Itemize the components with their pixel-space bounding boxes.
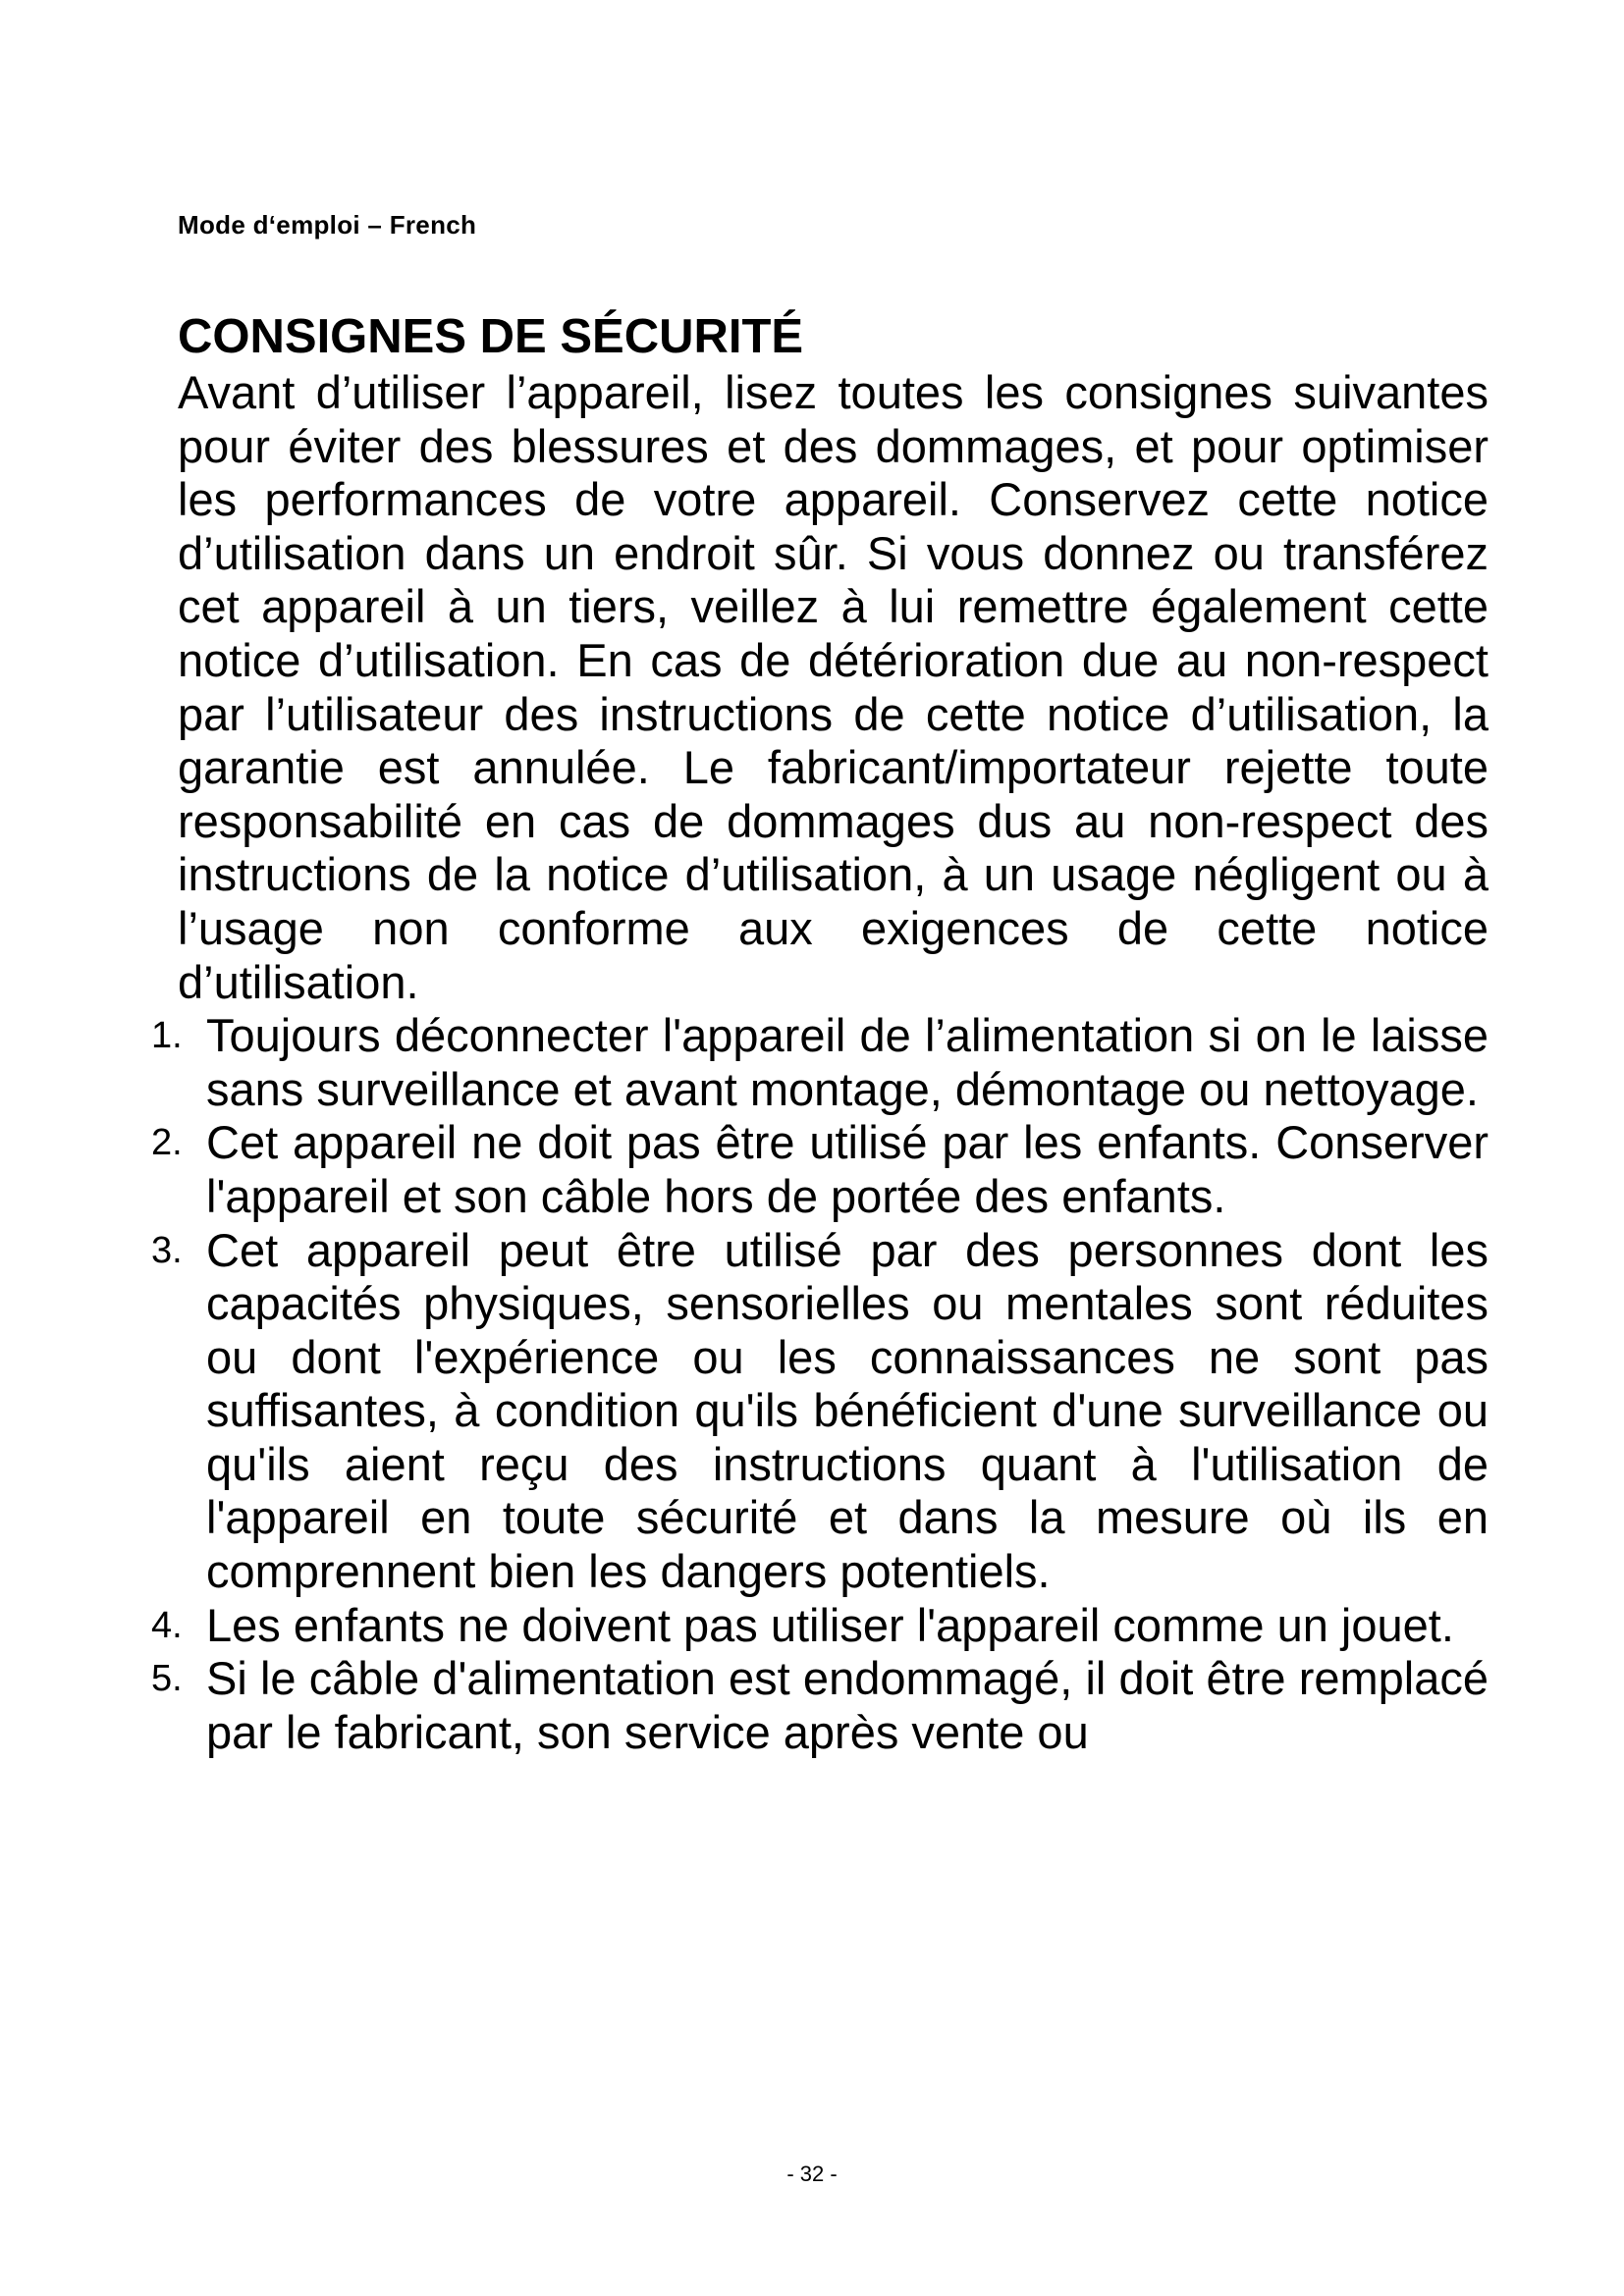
list-item-number: 3. xyxy=(151,1229,183,1271)
list-item-text: Cet appareil ne doit pas être utilisé par les enfants. Conserver l'appareil et son câble hors de portée des enfants. xyxy=(206,1116,1489,1222)
intro-paragraph: Avant d’utiliser l’appareil, lisez toutes les consignes suivantes pour éviter des blessures et des dommages, et pour optimiser les performances de votre appareil. Conservez cette notice d’utilisation dans un endroit sûr. Si vous donnez ou transférez cet appareil à un tiers, veillez à lui remettre également cette notice d’utilisation. En cas de détérioration due au non-respect par l’utilisateur des instructions de cette notice d’utilisation, la garantie est annulée. Le fabricant/importateur rejette toute responsabilité en cas de dommages dus au non-respect des instructions de la notice d’utilisation, à un usage négligent ou à l’usage non conforme aux exigences de cette notice d’utilisation. xyxy=(178,366,1489,1008)
list-item-text: Toujours déconnecter l'appareil de l’alimentation si on le laisse sans surveillance et avant montage, démontage ou nettoyage. xyxy=(206,1009,1489,1115)
list-item xyxy=(151,1598,1489,1653)
section-title: CONSIGNES DE SÉCURITÉ xyxy=(178,310,804,363)
list-item-number: 2. xyxy=(151,1122,183,1164)
list-item xyxy=(151,1009,1489,1116)
list-item-text: Les enfants ne doivent pas utiliser l'appareil comme un jouet. xyxy=(206,1598,1454,1651)
list-item xyxy=(151,1652,1489,1759)
page-header: Mode d‘emploi – French xyxy=(178,210,477,240)
list-item-number: 5. xyxy=(151,1658,183,1700)
list-item-number: 4. xyxy=(151,1604,183,1646)
list-item-number: 1. xyxy=(151,1015,183,1057)
safety-instructions-list xyxy=(151,1009,1489,1759)
page-number: - 32 - xyxy=(786,2162,838,2186)
document-body xyxy=(151,366,1489,1759)
list-item xyxy=(151,1223,1489,1599)
list-item-text: Cet appareil peut être utilisé par des personnes dont les capacités physiques, sensorielles ou mentales sont réduites ou dont l'expérience ou les connaissances ne sont pas suffisantes, à condition qu'ils bénéficient d'une surveillance ou qu'ils aient reçu des instructions quant à l'utilisation de l'appareil en toute sécurité et dans la mesure où ils en comprennent bien les dangers potentiels. xyxy=(206,1223,1489,1598)
list-item-text: Si le câble d'alimentation est endommagé, il doit être remplacé par le fabricant, son service après vente ou xyxy=(206,1652,1489,1758)
list-item xyxy=(151,1116,1489,1223)
